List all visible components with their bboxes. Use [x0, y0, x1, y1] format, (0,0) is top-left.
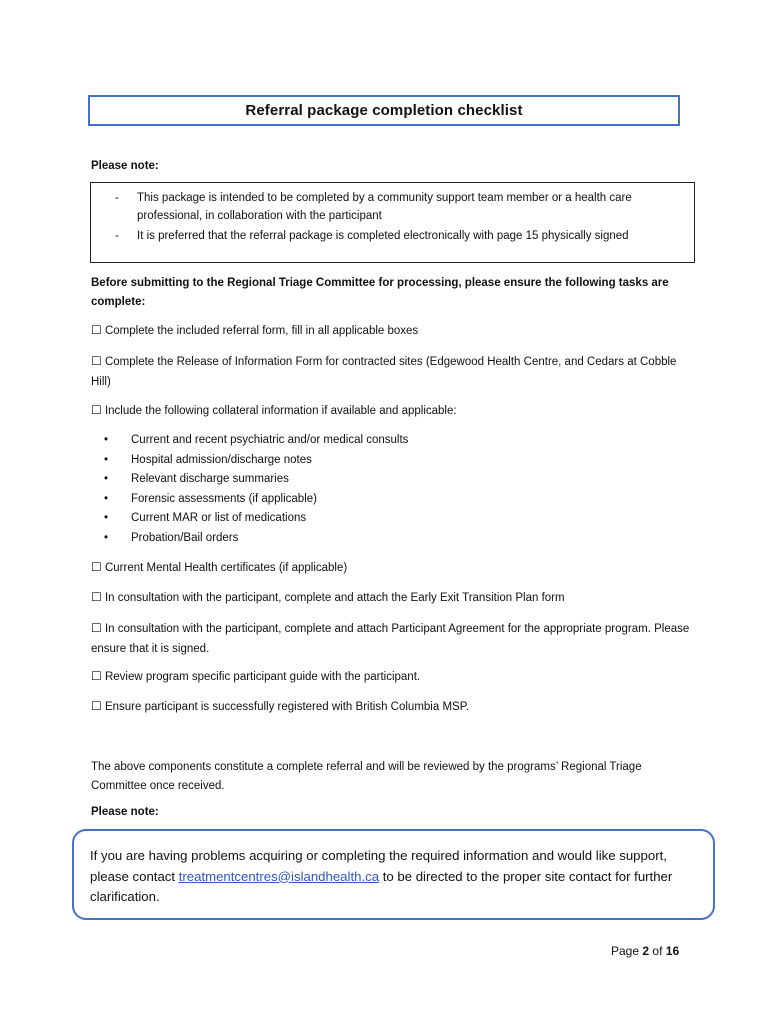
checklist-item-text: Complete the included referral form, fill in all applicable boxes — [104, 325, 419, 337]
list-item-text: Forensic assessments (if applicable) — [131, 492, 317, 505]
list-item-text: Hospital admission/discharge notes — [131, 453, 312, 466]
checklist-item-text: Ensure participant is successfully registered with British Columbia MSP. — [104, 701, 470, 713]
checklist-item-text: Current Mental Health certificates (if applicable) — [104, 562, 348, 574]
bullet-icon: • — [104, 512, 109, 524]
note-box — [90, 182, 695, 263]
page-title: Referral package completion checklist — [245, 102, 523, 119]
checklist-item-text: In consultation with the participant, complete and attach the Early Exit Transition Plan form — [104, 592, 565, 604]
list-item — [100, 451, 408, 471]
please-note-label: Please note: — [91, 160, 159, 172]
list-item — [100, 509, 408, 529]
list-item-text: Current MAR or list of medications — [131, 512, 307, 524]
checklist-item — [91, 588, 691, 609]
checklist-item — [91, 697, 691, 718]
list-item — [100, 490, 408, 510]
contact-box — [72, 829, 715, 920]
contact-text: to be directed to the proper site contact for further clarification. — [90, 868, 673, 904]
dash-marker: - — [115, 230, 119, 242]
checkbox-icon[interactable]: ☐ — [91, 323, 102, 337]
checklist-item — [91, 352, 691, 392]
checkbox-icon[interactable]: ☐ — [91, 403, 102, 417]
title-box — [88, 95, 680, 126]
list-item — [100, 470, 408, 490]
email-link[interactable]: treatmentcentres@islandhealth.ca — [178, 868, 380, 884]
checkbox-icon[interactable]: ☐ — [91, 590, 102, 604]
checklist-item-text: Include the following collateral information if available and applicable: — [104, 405, 457, 417]
dash-marker: - — [115, 192, 119, 204]
bullet-icon: • — [104, 492, 109, 505]
note-text: It is preferred that the referral package is completed electronically with page 15 physically signed — [137, 230, 629, 242]
checkbox-icon[interactable]: ☐ — [91, 354, 102, 368]
checkbox-icon[interactable]: ☐ — [91, 621, 102, 635]
bullet-icon: • — [104, 453, 109, 466]
contact-text: If you are having problems acquiring or completing the required information and would like support, please contact — [90, 848, 667, 884]
checklist-item-text: Complete the Release of Information Form for contracted sites (Edgewood Health Centre, and Cedars at Cobble Hill) — [91, 356, 677, 388]
note-text: This package is intended to be completed by a community support team member or a health care professional, in collaboration with the participant — [137, 192, 632, 222]
page-label: Page — [611, 944, 640, 958]
list-item-text: Current and recent psychiatric and/or medical consults — [131, 434, 409, 446]
bullet-icon: • — [104, 434, 109, 446]
please-note-label: Please note: — [91, 806, 159, 818]
list-item-text: Probation/Bail orders — [131, 531, 239, 544]
checklist-item — [91, 558, 691, 579]
checkbox-icon[interactable]: ☐ — [91, 560, 102, 574]
checklist-item-text: In consultation with the participant, complete and attach Participant Agreement for the appropriate program. Please ensure that it is signed. — [91, 623, 690, 655]
checklist-item — [91, 667, 691, 688]
list-item — [100, 431, 408, 451]
page-total: 16 — [665, 944, 680, 958]
checklist-item — [91, 401, 691, 422]
page-current: 2 — [642, 944, 650, 958]
checkbox-icon[interactable]: ☐ — [91, 669, 102, 683]
checklist-item — [91, 321, 691, 342]
bullet-icon: • — [104, 531, 109, 544]
checklist-item-text: Review program specific participant guide with the participant. — [104, 671, 421, 683]
checkbox-icon[interactable]: ☐ — [91, 699, 102, 713]
closing-paragraph: The above components constitute a complete referral and will be reviewed by the programs’ Regional Triage Committee once received. — [91, 761, 642, 792]
before-submitting-text: Before submitting to the Regional Triage Committee for processing, please ensure the following tasks are complete: — [91, 277, 669, 308]
list-item — [100, 529, 408, 549]
page-of: of — [652, 944, 663, 958]
collateral-list — [100, 431, 408, 548]
page-number — [611, 944, 679, 958]
checklist-item — [91, 619, 691, 659]
list-item-text: Relevant discharge summaries — [131, 473, 289, 485]
bullet-icon: • — [104, 473, 109, 485]
